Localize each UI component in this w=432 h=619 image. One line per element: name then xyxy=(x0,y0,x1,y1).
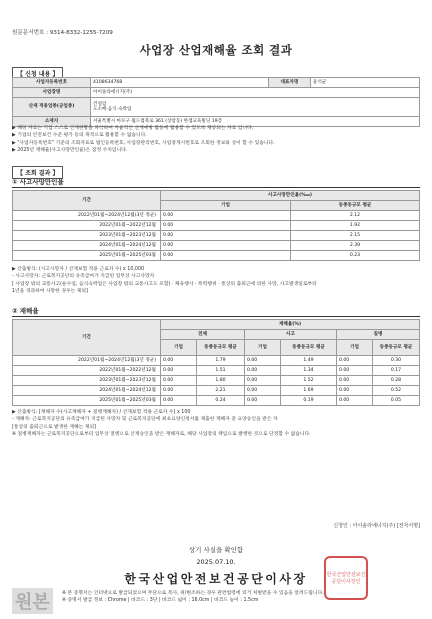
disease-company-header: 기업 xyxy=(337,340,373,356)
value-cell: 0.00 xyxy=(161,376,197,386)
notice-item: ▶ 해당 자료는 기업 스스로 산재현황을 파악하여 자율적인 산재예방 활동에 활용할 수 있도록 제공되는 자료 입니다. xyxy=(12,126,254,131)
rate-period-header: 기간 xyxy=(13,320,161,356)
fatality-table xyxy=(12,190,420,261)
industry-value-2: 도소매·음식·숙박업 xyxy=(93,107,132,112)
table-row xyxy=(13,211,420,221)
period-cell: 2024년01월~2024년12월 xyxy=(13,241,161,251)
total-company-header: 기업 xyxy=(161,340,197,356)
rate-accident-header: 사고 xyxy=(245,330,337,340)
value-cell: 1.49 xyxy=(281,356,337,366)
period-cell: 2025년01월~2025년03월 xyxy=(13,251,161,261)
footer-line: ※ 증명서 발급 정보 : Chrome | 바코드 : 3단 | 바코드 넓이 : 16.0cm | 바코드 높이 : 1.5cm xyxy=(62,598,259,603)
value-cell: 0.30 xyxy=(373,356,420,366)
value-cell: 0.28 xyxy=(373,376,420,386)
industry-cell: 2.15 xyxy=(291,231,420,241)
issue-date: 2025.07.10. xyxy=(196,558,236,566)
name-label: 사업장명 xyxy=(13,88,91,98)
section-rate-title: ② 재해율 xyxy=(12,307,39,315)
apply-row-name xyxy=(13,88,420,98)
apply-row-industry xyxy=(13,98,420,117)
table-row xyxy=(13,386,420,396)
accident-industry-header: 동종동규모 평균 xyxy=(281,340,337,356)
original-watermark: 원본 xyxy=(12,588,53,614)
value-cell: 0.00 xyxy=(337,386,373,396)
period-cell: 2022년01월~2022년12월 xyxy=(13,221,161,231)
page-title: 사업장 산업재해율 조회 결과 xyxy=(139,43,293,57)
rep-label: 대표자명 xyxy=(269,78,311,88)
value-cell: 0.00 xyxy=(161,396,197,406)
industry-value-1: 건설업 xyxy=(93,101,107,107)
period-cell: 2022년01월~2022년12월 xyxy=(13,366,161,376)
fatality-industry-header: 동종동규모 평균 xyxy=(291,201,420,211)
rate-disease-header: 질병 xyxy=(337,330,420,340)
table-row xyxy=(13,221,420,231)
note-line: 1년을 경과하여 사망한 경우는 제외] xyxy=(12,289,88,295)
confirmation-text: 상기 사실을 확인함 xyxy=(188,546,244,554)
note-line: ▶ 산출방식: (사고사망자 / 산재보험 적용 근로자 수) x 10,000 xyxy=(12,267,145,272)
rate-group-header: 재해율(%) xyxy=(161,320,420,330)
apply-table xyxy=(12,77,420,127)
industry-value xyxy=(91,98,420,117)
apply-section-label: 【 신청 내용 】 xyxy=(12,67,63,80)
industry-cell: 2.39 xyxy=(291,241,420,251)
value-cell: 0.00 xyxy=(245,396,281,406)
value-cell: 0.00 xyxy=(245,376,281,386)
value-cell: 0.17 xyxy=(373,366,420,376)
industry-label: 산재 적용업종(공업종) xyxy=(13,98,91,117)
fatality-period-header: 기간 xyxy=(13,191,161,211)
company-cell: 0.00 xyxy=(161,211,291,221)
value-cell: 0.00 xyxy=(337,376,373,386)
table-row xyxy=(13,356,420,366)
rep-value: 윤석균 xyxy=(311,78,420,88)
rate-notes xyxy=(12,409,422,439)
company-cell: 0.00 xyxy=(161,241,291,251)
section-divider xyxy=(12,187,420,188)
value-cell: 1.69 xyxy=(281,386,337,396)
note-line: [통상의 출퇴근으로 발생한 재해는 제외] xyxy=(12,424,96,430)
industry-cell: 2.12 xyxy=(291,211,420,221)
section-fatality-title: ① 사고사망만인율 xyxy=(12,178,64,186)
table-row xyxy=(13,241,420,251)
value-cell: 2.21 xyxy=(197,386,245,396)
official-seal-icon xyxy=(324,556,368,600)
reg-label: 사업자등록번호 xyxy=(13,78,91,88)
document-number: 원문문서번호 : 9314-8332-1255-7209 xyxy=(12,30,113,36)
period-cell: 2023년01월~2023년12월 xyxy=(13,231,161,241)
rate-total-header: 전체 xyxy=(161,330,245,340)
industry-cell: 1.92 xyxy=(291,221,420,231)
value-cell: 1.34 xyxy=(281,366,337,376)
note-line: [ 사업장 밖의 교통사고(운수업, 음식숙박업은 사업장 밖의 교통사고도 포함) · 체육행사 · 폭력행위 · 통상의 출퇴근에 의한 사망, 사고발생일로부터 xyxy=(12,281,317,287)
address-value: 서울특별시 마포구 월드컵북로 361 (상암동) 한샘교육빌딩 19층 xyxy=(91,117,420,127)
fatality-company-header: 기업 xyxy=(161,201,291,211)
footer-notes xyxy=(62,590,324,604)
fatality-group-header: 사고사망만인율(‱) xyxy=(161,191,420,201)
table-row xyxy=(13,376,420,386)
table-row xyxy=(13,396,420,406)
total-industry-header: 동종동규모 평균 xyxy=(197,340,245,356)
applicant-signature: 신청인 : 아이솔라에너지(주) [전자서명] xyxy=(333,523,420,529)
company-cell: 0.00 xyxy=(161,221,291,231)
issuer-name: 한국산업안전보건공단이사장 xyxy=(124,572,308,586)
value-cell: 1.80 xyxy=(197,376,245,386)
value-cell: 0.00 xyxy=(161,386,197,396)
notice-list xyxy=(12,125,422,155)
value-cell: 0.00 xyxy=(245,386,281,396)
note-line: ※ 질병재해자는 근로복지공단으로부터 업무상 질병으로 산재승인을 받은 재해자로, 해당 사업장의 책임으로 발병한 것으로 단정할 수 없습니다. xyxy=(12,432,311,438)
notice-item: ▶ "사업자등록번호" 기준의 조회자료로 법인등록번호, 사업장관리번호, 사업장개시번호로 조회한 정보와 상이 할 수 있습니다. xyxy=(12,140,275,146)
period-cell: 2022년01월~2024년12월(3년 정균) xyxy=(13,211,161,221)
name-value: 아이솔라에너지(주) xyxy=(91,88,420,98)
reg-value: 4108634768 xyxy=(91,78,269,88)
note-line: ▶ 산출방식: [재해자 수(사고재해자 + 질병재해자) / 산재보험 적용 근로자 수] x 100 xyxy=(12,410,191,415)
injury-rate-table xyxy=(12,319,420,406)
value-cell: 1.79 xyxy=(197,356,245,366)
period-cell: 2024년01월~2024년12월 xyxy=(13,386,161,396)
fatality-notes xyxy=(12,266,422,296)
value-cell: 0.24 xyxy=(197,396,245,406)
footer-line: ※ 본 증명서는 인터넷으로 발급되었으며 무단으로 복사, 위/변조하는 경우 관련법령에 의거 처벌받을 수 있음을 알려드립니다. xyxy=(62,591,324,596)
industry-cell: 0.23 xyxy=(291,251,420,261)
table-row xyxy=(13,231,420,241)
company-cell: 0.00 xyxy=(161,231,291,241)
value-cell: 1.52 xyxy=(281,376,337,386)
address-label: 소재지 xyxy=(13,117,91,127)
notice-item: ▶ 2025년 재해율(사고사망만인율)은 잠정 수치입니다. xyxy=(12,148,128,154)
value-cell: 0.19 xyxy=(281,396,337,406)
section-divider xyxy=(12,316,420,317)
period-cell: 2025년01월~2025년03월 xyxy=(13,396,161,406)
value-cell: 0.00 xyxy=(161,366,197,376)
notice-item: ▶ 기업의 안전보건 수준 평가 등의 목적으로 활용할 수 없습니다. xyxy=(12,133,147,139)
result-section-label: 【 조회 결과 】 xyxy=(12,166,63,179)
apply-row-reg xyxy=(13,78,420,88)
note-line: - 재해자: 근로복지공단의 유족급여가 지급된 사망자 및 근로복지공단에 최초요양신청서를 제출한 재해자 중 요양승인을 받은 자 xyxy=(12,417,278,423)
accident-company-header: 기업 xyxy=(245,340,281,356)
value-cell: 0.00 xyxy=(337,356,373,366)
seal-text: 한국산업안전보건공단이사장인 xyxy=(326,572,366,585)
note-line: - 사고사망자: 근로복지공단의 유족급여가 지급된 업무상 사고사망자 xyxy=(12,274,155,280)
disease-industry-header: 동종동규모 평균 xyxy=(373,340,420,356)
period-cell: 2023년01월~2023년12월 xyxy=(13,376,161,386)
table-row xyxy=(13,251,420,261)
value-cell: 0.00 xyxy=(337,366,373,376)
value-cell: 0.00 xyxy=(245,366,281,376)
value-cell: 0.52 xyxy=(373,386,420,396)
table-row xyxy=(13,366,420,376)
company-cell: 0.00 xyxy=(161,251,291,261)
value-cell: 0.00 xyxy=(161,356,197,366)
value-cell: 0.05 xyxy=(373,396,420,406)
value-cell: 0.00 xyxy=(337,396,373,406)
period-cell: 2022년01월~2024년12월(3년 정균) xyxy=(13,356,161,366)
value-cell: 1.51 xyxy=(197,366,245,376)
value-cell: 0.00 xyxy=(245,356,281,366)
